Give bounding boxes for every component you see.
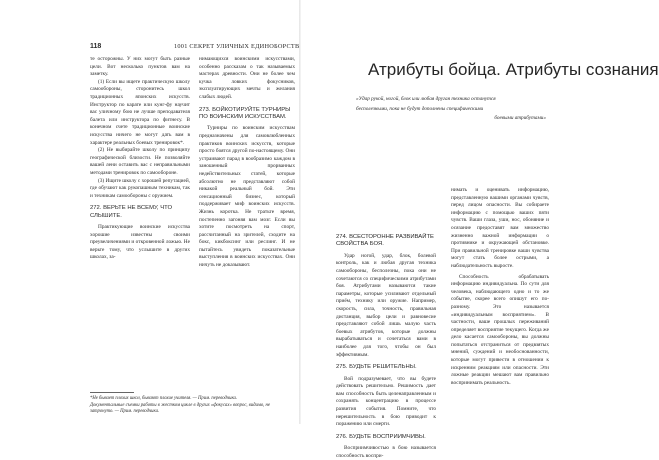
- left-page: [0, 0, 300, 424]
- paragraph: нимать и оценивать информацию, представленную вашими органами чувств, перед лицом опасности. Вы собираете информацию с помощью ваших пяти чувств. Ваши глаза, уши, нос, обоняние и осязание предоставят вам множество жизненно важной информации о противнике и окружающей обстановке. При правильной тренировке ваши чувства могут стать более острыми, а наблюдательность выросте.: [451, 187, 549, 269]
- paragraph: (2) Не выбирайте школу по принципу географической близости. Не позволяйте вашей лени оставить вас с неправильными методами тренировок по самообороне.: [90, 147, 190, 176]
- right-column-2: [451, 187, 549, 387]
- paragraph: Вой подразумевает, что вы будете действовать решительно. Решимость дает вам способность быть целенаправленным и сохранять концентрацию в процессе развития события. Помните, что нерешительность в бою приводит к поражению или смерти.: [336, 375, 436, 428]
- left-page-header: [90, 43, 300, 50]
- page-number: 118: [90, 43, 102, 50]
- paragraph: Практикующие воинские искусства хорошие известны своими преувеличениями и откровенной ложью. Не верьте тому, что услышите в других школах, за-: [90, 224, 190, 261]
- paragraph: Турниры по воинским искусствам предназначены для самовлюбленных практиков воинских искусств, которые просто боятся другой по-настоящему. Они устраивают парад в вообразимо каждом в заношенный прорванных недействительных статей, которые абсолютно не представляют собой никакой реальный бой. Эти сенсационный бизнес, который поддерживает миф воинских искусств. Жизнь коротка. Не тратьте время, постепенно загоняя вам мозг. Если вы хотите посмотреть на спорт, рассчитанный на зрителей, сходите на бокс, кикбоксинг или реслинг. И не пытайтесь увидеть показательные выступления в воинских искусствах. Они ничуть не доказывают.: [199, 125, 295, 269]
- chapter-title: Атрибуты бойца. Атрибуты сознания: [368, 60, 659, 79]
- paragraph: те осторожны. У них могут быть разные цели. Вот несколько пунктов вам на заметку.: [90, 56, 190, 78]
- paragraph: (3) Ищите школу с хорошей репутацией, где обучают как рукопашным техникам, так и техникам самообороны с оружием.: [90, 177, 190, 199]
- section-heading-274: 274. ВСЕСТОРОННЕ РАЗВИВАЙТЕ СВОЙСТВА БОЯ.: [336, 234, 434, 248]
- paragraph: Способность обрабатывать информацию индивидуальна. По сути для человека, наблюдающего одно и то же событие, скорее всего опишут его по-разному. Это называется «индивидуальным восприятием». В частности, ваше прошлых переживаний определяет восприятие текущего. Когда же дело касается самообороны, вы должны попытаться отстраниться от предвзятых мнений, суждений и необоснованности, которые могут привести в отношении к искренним реакциям или опасности. Эти ложные реакции мешают вам правильно воспринимать реальность.: [451, 273, 549, 386]
- left-column-2: [199, 56, 295, 270]
- right-column-1: [336, 234, 436, 460]
- footnote-rule: [90, 392, 134, 393]
- footnote: *Не бывает плохих школ, бывают плохие учителя. — Прим. переводчика.: [90, 396, 238, 401]
- footnote: Документальные съемки работы в жестком цикле в других «фокусах» вопрос, видимо, не затронуто. — Прим. переводчика.: [90, 402, 270, 415]
- epigraph-line: боевыми атрибутами»: [494, 115, 546, 122]
- paragraph: Восприимчивостью в бою называется способность воспри-: [336, 445, 436, 459]
- section-heading-272: 272. ВЕРЬТЕ НЕ ВСЕМУ, ЧТО СЛЫШИТЕ.: [90, 205, 173, 219]
- epigraph-line: «Удар рукой, ногой, блок или любая другая техника останутся: [356, 96, 496, 102]
- epigraph: [356, 95, 546, 124]
- running-head: 1001 СЕКРЕТ УЛИЧНЫХ ЕДИНОБОРСТВ: [174, 43, 300, 50]
- left-column-1: [90, 56, 190, 262]
- epigraph-line: бесполезными, пока не будут дополнены специфическими: [356, 105, 484, 112]
- section-heading-273: 273. БОЙКОТИРУЙТЕ ТУРНИРЫ ПО ВОИНСКИМ ИСКУССТВАМ.: [199, 106, 291, 120]
- paragraph: Удар ногой, удар, блок, болевой контроль, как и любая другая техника самообороны, бесполезны, пока они не сочетаются со специфическими атрибутами боя. Атрибутами называются такие параметры, которые усиливают отдельный приём, технику или оружие. Например, скорость, сила, точность, правильная дистанция, выбор цели и равновесие представляют собой лишь малую часть боевых атрибутов, которые должны вырабатываться и сочетаться вами в наиболее для того, чтобы он был эффективным.: [336, 252, 436, 358]
- section-heading-275: 275. БУДЬТЕ РЕШИТЕЛЬНЫ.: [336, 364, 417, 371]
- paragraph: нимающихся воинскими искусствами, особенно рассказам о так называемых мастерах древности. Они не более чем кучка ловких фокусников, эксплуатирующих мечты и желания слабых людей.: [199, 56, 295, 100]
- right-page: [300, 0, 659, 459]
- section-heading-276: 276. БУДЬТЕ ВОСПРИИМЧИВЫ.: [336, 433, 426, 440]
- footnotes: [90, 392, 290, 416]
- paragraph: (1) Если вы ищете практическую школу самообороны, сторонитесь школ традиционных японских искусств. Инструктор по карате или кунг-фу научит вас уличному бою не лучше преподавателя балета или инструктора по фитнесу. В конечном счете традиционные воинские искусства ничего не могут дать вам в характере реальных боевых тренировок*.: [90, 78, 190, 146]
